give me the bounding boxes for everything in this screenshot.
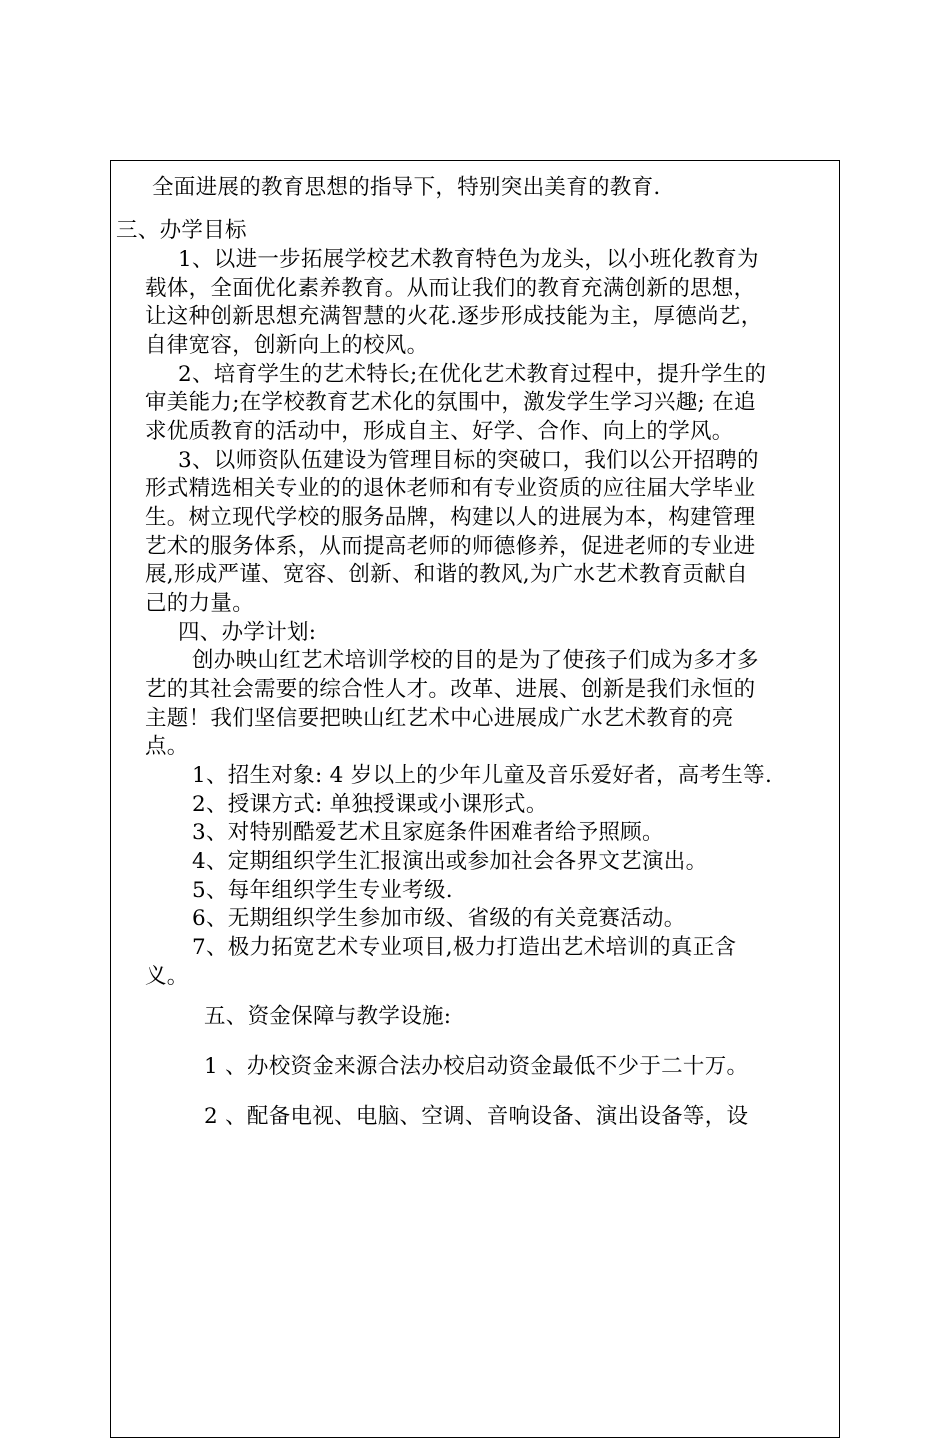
text-line: 艺术的服务体系，从而提高老师的师德修养，促进老师的专业进 — [145, 534, 756, 559]
text-line: 形式精选相关专业的的退休老师和有专业资质的应往届大学毕业 — [145, 476, 756, 501]
text-line: 让这种创新思想充满智慧的火花.逐步形成技能为主，厚德尚艺， — [145, 304, 763, 329]
text-line: 审美能力;在学校教育艺术化的氛围中，激发学生学习兴趣; 在追 — [145, 390, 756, 415]
text-line: 艺的其社会需要的综合性人才。改革、进展、创新是我们永恒的 — [145, 677, 756, 702]
text-line: 义。 — [145, 964, 189, 989]
text-line: 全面进展的教育思想的指导下，特别突出美育的教育. — [152, 175, 661, 200]
text-line: 己的力量。 — [145, 591, 255, 616]
text-line: 求优质教育的活动中，形成自主、好学、合作、向上的学风。 — [145, 419, 734, 444]
section-heading: 四、办学计划: — [178, 620, 317, 645]
list-item: 2 、配备电视、电脑、空调、音响设备、演出设备等，设 — [204, 1104, 749, 1129]
list-item: 1 、办校资金来源合法办校启动资金最低不少于二十万。 — [204, 1054, 749, 1079]
text-line: 2、培育学生的艺术特长;在优化艺术教育过程中，提升学生的 — [178, 362, 767, 387]
section-heading: 三、办学目标 — [116, 218, 247, 243]
text-line: 生。树立现代学校的服务品牌，构建以人的进展为本，构建管理 — [145, 505, 756, 530]
text-line: 载体，全面优化素养教育。从而让我们的教育充满创新的思想， — [145, 276, 756, 301]
text-line: 创办映山红艺术培训学校的目的是为了使孩子们成为多才多 — [192, 648, 759, 673]
text-line: 展,形成严谨、宽容、创新、和谐的教风,为广水艺术教育贡献自 — [145, 562, 748, 587]
list-item: 6、无期组织学生参加市级、省级的有关竞赛活动。 — [192, 906, 686, 931]
text-line: 3、以师资队伍建设为管理目标的突破口，我们以公开招聘的 — [178, 448, 759, 473]
section-heading: 五、资金保障与教学设施: — [204, 1004, 452, 1029]
text-line: 主题！我们坚信要把映山红艺术中心进展成广水艺术教育的亮 — [145, 706, 734, 731]
text-line: 自律宽容，创新向上的校风。 — [145, 333, 429, 358]
text-line: 点。 — [145, 734, 189, 759]
list-item: 2、授课方式: 单独授课或小课形式。 — [192, 792, 548, 817]
text-line: 1、以进一步拓展学校艺术教育特色为龙头，以小班化教育为 — [178, 247, 759, 272]
list-item: 4、定期组织学生汇报演出或参加社会各界文艺演出。 — [192, 849, 708, 874]
list-item: 5、每年组织学生专业考级. — [192, 878, 453, 903]
list-item: 3、对特别酷爱艺术且家庭条件困难者给予照顾。 — [192, 820, 664, 845]
list-item: 7、极力拓宽艺术专业项目,极力打造出艺术培训的真正含 — [192, 935, 737, 960]
list-item: 1、招生对象: 4 岁以上的少年儿童及音乐爱好者，高考生等. — [192, 763, 773, 788]
